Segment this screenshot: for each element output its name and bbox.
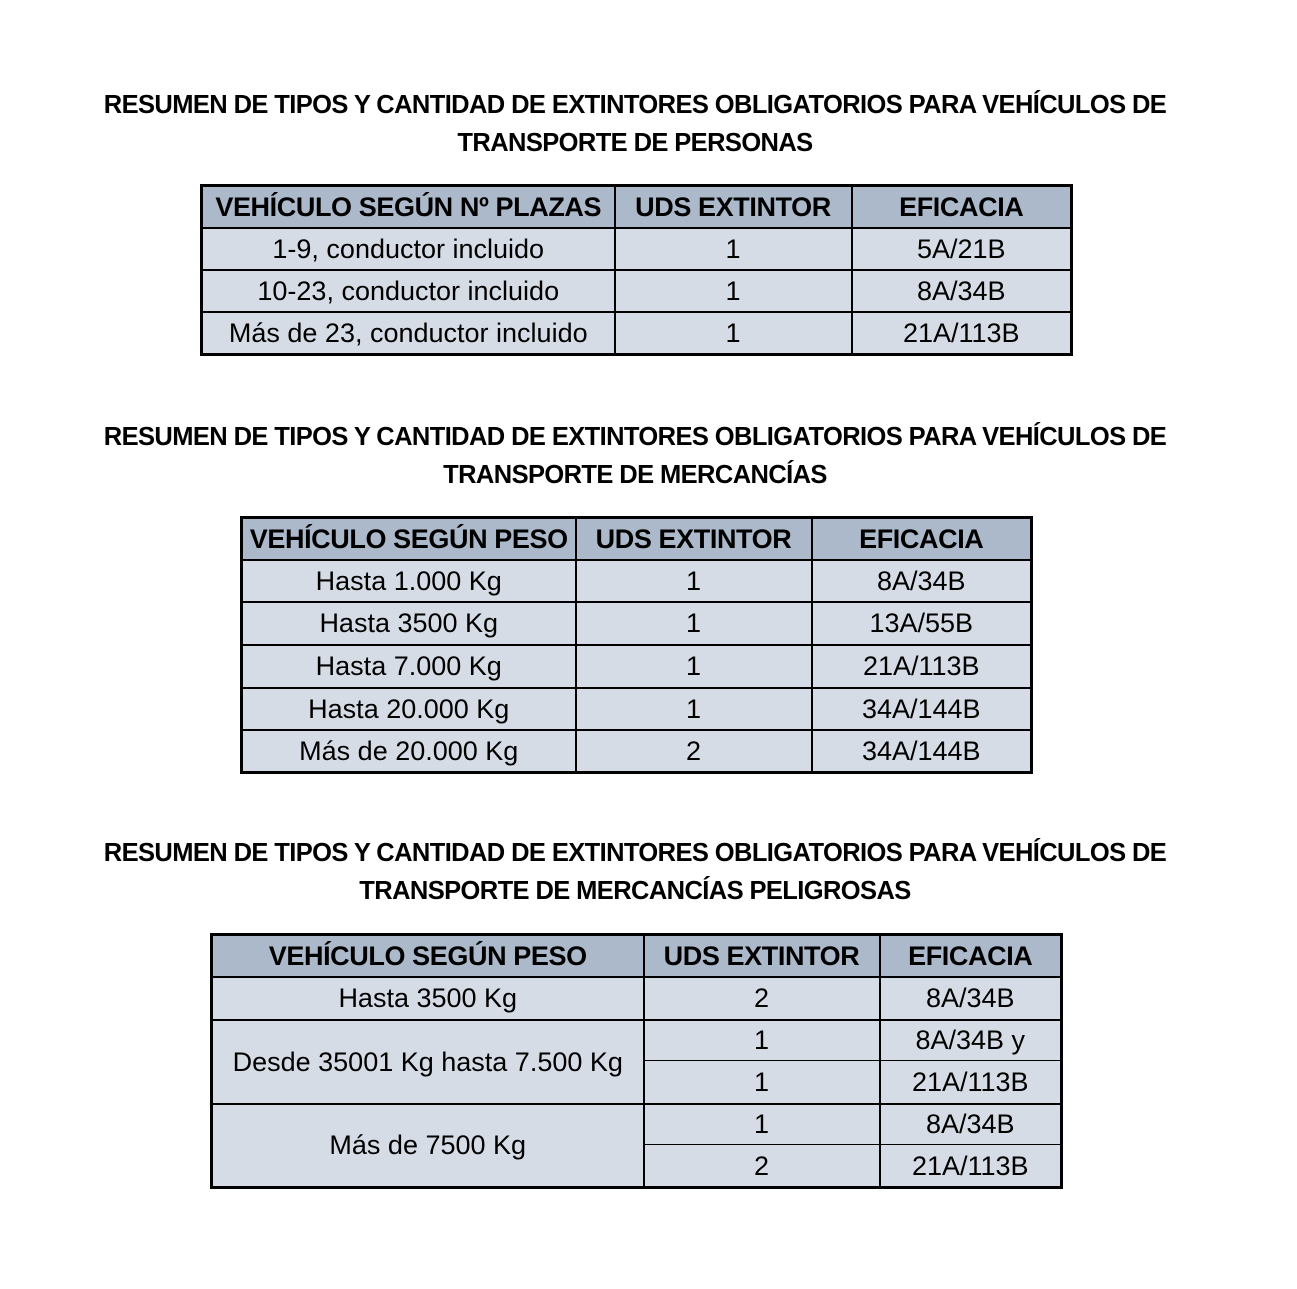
header-units: UDS EXTINTOR [615,186,852,228]
header-units: UDS EXTINTOR [644,935,880,977]
cell-vehicle: 10-23, conductor incluido [202,270,615,312]
title-line-1: RESUMEN DE TIPOS Y CANTIDAD DE EXTINTORES OBLIGATORIOS PARA VEHÍCULOS DE [103,423,1167,451]
cell-efficacy: 8A/34B [880,1104,1062,1145]
table-row [242,730,1032,773]
title-line-2: TRANSPORTE DE MERCANCÍAS PELIGROSAS [359,877,911,905]
cell-efficacy: 21A/113B [852,312,1072,355]
table-row [212,1020,1062,1061]
header-efficacy: EFICACIA [852,186,1072,228]
title-line-1: RESUMEN DE TIPOS Y CANTIDAD DE EXTINTORES OBLIGATORIOS PARA VEHÍCULOS DE [103,91,1167,119]
cell-units: 1 [576,560,812,602]
cell-vehicle: Hasta 20.000 Kg [242,688,576,730]
table-row [242,688,1032,730]
table-row [242,602,1032,645]
cell-vehicle: Hasta 3500 Kg [212,977,644,1020]
cell-vehicle: 1-9, conductor incluido [202,228,615,270]
cell-efficacy: 8A/34B [812,560,1032,602]
cell-vehicle: Hasta 7.000 Kg [242,645,576,688]
header-vehicle: VEHÍCULO SEGÚN Nº PLAZAS [202,186,615,228]
title-line-2: TRANSPORTE DE MERCANCÍAS [443,461,827,489]
header-vehicle: VEHÍCULO SEGÚN PESO [242,518,576,560]
table-row [202,270,1072,312]
cell-vehicle: Hasta 3500 Kg [242,602,576,645]
cell-units: 2 [644,1145,880,1188]
cell-units: 2 [644,977,880,1020]
cell-units: 1 [644,1061,880,1104]
cell-units: 2 [576,730,812,773]
title-line-1: RESUMEN DE TIPOS Y CANTIDAD DE EXTINTORES OBLIGATORIOS PARA VEHÍCULOS DE [103,839,1167,867]
cell-vehicle: Hasta 1.000 Kg [242,560,576,602]
table-mercancias [240,516,1033,774]
header-vehicle: VEHÍCULO SEGÚN PESO [212,935,644,977]
cell-efficacy: 8A/34B [880,977,1062,1020]
cell-efficacy: 34A/144B [812,688,1032,730]
cell-efficacy: 21A/113B [880,1145,1062,1188]
header-efficacy: EFICACIA [880,935,1062,977]
section-title-personas [0,86,1270,162]
table-peligrosas [210,933,1063,1189]
table-header-row [202,186,1072,228]
cell-vehicle: Desde 35001 Kg hasta 7.500 Kg [212,1020,644,1104]
cell-units: 1 [615,270,852,312]
cell-units: 1 [644,1104,880,1145]
table-row [242,560,1032,602]
table-row [212,1104,1062,1145]
section-title-mercancias [0,418,1270,494]
cell-units: 1 [576,688,812,730]
table-row [212,977,1062,1020]
table-personas [200,184,1073,356]
title-line-2: TRANSPORTE DE PERSONAS [457,129,813,157]
table-row [202,312,1072,355]
cell-efficacy: 8A/34B [852,270,1072,312]
cell-efficacy: 21A/113B [812,645,1032,688]
cell-units: 1 [644,1020,880,1061]
cell-units: 1 [576,645,812,688]
cell-vehicle: Más de 23, conductor incluido [202,312,615,355]
cell-units: 1 [576,602,812,645]
cell-efficacy: 34A/144B [812,730,1032,773]
cell-vehicle: Más de 7500 Kg [212,1104,644,1188]
cell-efficacy: 13A/55B [812,602,1032,645]
cell-efficacy: 8A/34B y [880,1020,1062,1061]
header-efficacy: EFICACIA [812,518,1032,560]
section-title-peligrosas [0,834,1270,910]
table-header-row [212,935,1062,977]
header-units: UDS EXTINTOR [576,518,812,560]
cell-vehicle: Más de 20.000 Kg [242,730,576,773]
table-row [202,228,1072,270]
cell-units: 1 [615,312,852,355]
cell-efficacy: 5A/21B [852,228,1072,270]
table-header-row [242,518,1032,560]
table-row [242,645,1032,688]
cell-units: 1 [615,228,852,270]
cell-efficacy: 21A/113B [880,1061,1062,1104]
